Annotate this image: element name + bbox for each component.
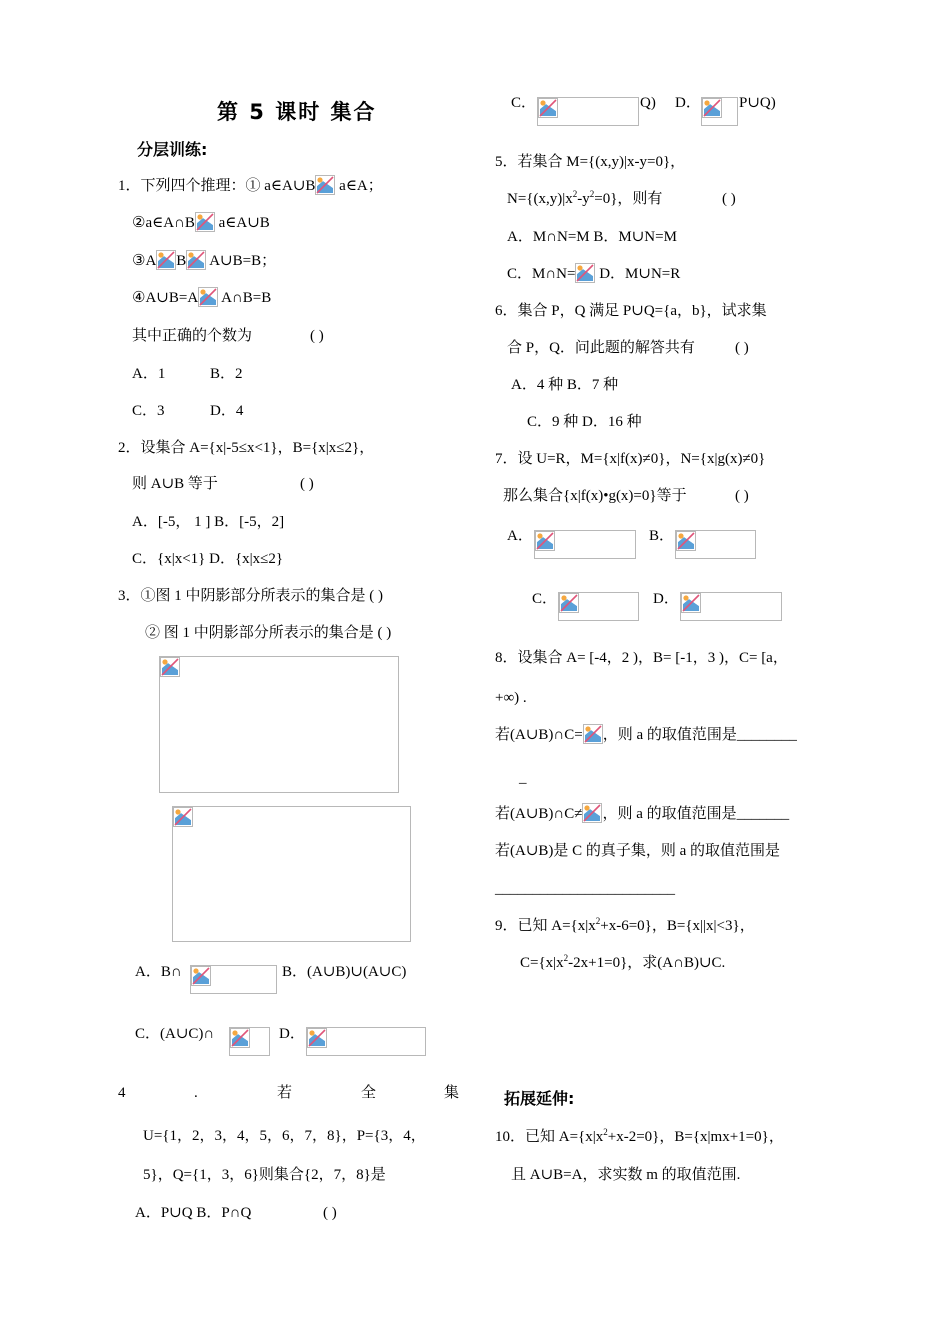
q4-char-3: 集 — [444, 1085, 460, 1101]
q2-options-row2: C．{x|x<1} D．{x|x≤2} — [132, 551, 284, 567]
q6-options-row1: A．4 种 B．7 种 — [511, 377, 619, 393]
q8-line4: _ — [519, 770, 527, 786]
q4-number: 4 — [118, 1085, 126, 1101]
q8-line1: 8．设集合 A= [-4，2 )，B= [-1，3 )，C= [a， — [495, 650, 788, 666]
q7-option-d-image — [680, 592, 782, 621]
q6-line1: 6．集合 P，Q 满足 P∪Q={a，b}，试求集 — [495, 303, 767, 319]
q5-line1: 5．若集合 M={(x,y)|x-y=0}， — [495, 154, 686, 170]
broken-image-icon — [186, 250, 206, 270]
broken-image-icon — [173, 807, 193, 827]
q3-option-b: B．(A∪B)∪(A∪C) — [282, 964, 407, 980]
q3-line2: ② 图 1 中阴影部分所表示的集合是 ( ) — [145, 625, 392, 641]
q5-line2: $N=\{(x,y)|x^2-y^2=0\}$，则有 — [507, 189, 663, 207]
q4-option-c-image — [537, 97, 639, 126]
broken-image-icon — [156, 250, 176, 270]
q8-line3: 若(A∪B)∩C= ，则 a 的取值范围是________ — [495, 724, 797, 745]
q6-answer-paren: ( ) — [735, 340, 749, 356]
q4-option-c: C． — [511, 95, 537, 111]
broken-image-icon — [195, 212, 215, 232]
broken-image-icon — [315, 175, 335, 195]
broken-image-icon — [702, 98, 722, 118]
q5-answer-paren: ( ) — [722, 191, 736, 207]
broken-image-icon — [230, 1028, 250, 1048]
q3-option-d-image — [306, 1027, 426, 1056]
q7-option-c: C． — [532, 591, 558, 607]
q4-char-2: 全 — [361, 1085, 377, 1101]
broken-image-icon — [538, 98, 558, 118]
q2-answer-paren: ( ) — [300, 476, 314, 492]
q4-option-c-tail: Q) — [640, 95, 656, 111]
q3-line1: 3．①图 1 中阴影部分所表示的集合是 ( ) — [118, 588, 383, 604]
q7-option-c-image — [558, 592, 639, 621]
q1-option-a: A．1 — [132, 366, 166, 382]
q4-option-d-tail: P∪Q) — [739, 95, 776, 111]
q1-option-c: C．3 — [132, 403, 165, 419]
q8-line2: +∞) . — [495, 690, 527, 706]
q4-answer-paren: ( ) — [323, 1205, 337, 1221]
q7-option-a-image — [534, 530, 636, 559]
broken-image-icon — [559, 593, 579, 613]
broken-image-icon — [676, 531, 696, 551]
q7-answer-paren: ( ) — [735, 488, 749, 504]
q4-line3: 5}，Q={1，3，6}则集合{2，7，8}是 — [143, 1167, 386, 1183]
q7-option-b: B． — [649, 528, 675, 544]
q7-option-d: D． — [653, 591, 679, 607]
q3-option-d: D． — [279, 1026, 305, 1042]
q10-line2: 且 A∪B=A，求实数 m 的取值范围. — [511, 1167, 741, 1183]
broken-image-icon — [575, 263, 595, 283]
broken-image-icon — [160, 657, 180, 677]
q4-dot: . — [194, 1085, 198, 1101]
page-title: 第 5 课时 集合 — [217, 100, 377, 124]
section-heading-extension: 拓展延伸: — [504, 1089, 575, 1108]
q2-line1: 2．设集合 A={x|-5≤x<1}，B={x|x≤2}， — [118, 440, 375, 456]
q6-line2: 合 P，Q．问此题的解答共有 — [507, 340, 695, 356]
q7-option-b-image — [675, 530, 756, 559]
q8-line7: ________________________ — [495, 881, 675, 897]
q7-line2: 那么集合{x|f(x)•g(x)=0}等于 — [503, 488, 687, 504]
broken-image-icon — [191, 966, 211, 986]
broken-image-icon — [535, 531, 555, 551]
q3-option-c: C．(A∪C)∩ — [135, 1026, 215, 1042]
q3-option-a-image — [190, 965, 277, 994]
q3-option-a: A．B∩ — [135, 964, 182, 980]
broken-image-icon — [307, 1028, 327, 1048]
broken-image-icon — [582, 803, 602, 823]
q3-option-c-image — [229, 1027, 270, 1056]
q7-option-a: A． — [507, 528, 533, 544]
q1-line1: 1．下列四个推理：① a∈A∪B a∈A； — [118, 175, 383, 196]
q4-option-d-image — [701, 97, 738, 126]
q1-option-b: B．2 — [210, 366, 243, 382]
q5-options-row1: A．M∩N=M B．M∪N=M — [507, 229, 677, 245]
q2-line2: 则 A∪B 等于 — [132, 476, 218, 492]
q4-char-1: 若 — [277, 1085, 293, 1101]
q8-line6: 若(A∪B)是 C 的真子集，则 a 的取值范围是 — [495, 843, 781, 859]
q4-line2: U={1，2，3，4，5，6，7，8}，P={3，4， — [143, 1128, 426, 1144]
broken-image-icon — [583, 724, 603, 744]
q1-option-d: D．4 — [210, 403, 244, 419]
broken-image-icon — [681, 593, 701, 613]
q1-line3: ③A B A∪B=B； — [132, 250, 276, 271]
q5-options-row2: C．M∩N= D．M∪N=R — [507, 263, 680, 284]
q9-line2: $C=\{x|x^2-2x+1=0\}$，求(A∩B)∪C. — [520, 953, 726, 971]
q7-line1: 7．设 U=R，M={x|f(x)≠0}，N={x|g(x)≠0} — [495, 451, 766, 467]
broken-image-icon — [198, 287, 218, 307]
figure-placeholder-1 — [159, 656, 399, 793]
section-heading-training: 分层训练: — [137, 140, 208, 159]
q1-answer-paren: ( ) — [310, 328, 324, 344]
q10-line1: 10．已知 $A=\{x|x^2+x-2=0\}$，B={x|mx+1=0}， — [495, 1127, 784, 1145]
q2-options-row1: A．[-5， 1 ] B．[-5，2] — [132, 514, 285, 530]
q1-line2: ②a∈A∩B a∈A∪B — [132, 212, 270, 233]
q4-options-ab: A．P∪Q B．P∩Q — [135, 1205, 252, 1221]
q1-stem: 其中正确的个数为 — [132, 328, 253, 344]
q8-line5: 若(A∪B)∩C≠ ，则 a 的取值范围是_______ — [495, 803, 789, 824]
q4-option-d: D． — [675, 95, 701, 111]
q1-line4: ④A∪B=A A∩B=B — [132, 287, 271, 308]
q6-options-row2: C．9 种 D．16 种 — [527, 414, 642, 430]
figure-placeholder-2 — [172, 806, 411, 942]
q9-line1: 9．已知 $A=\{x|x^2+x-6=0\}$，B={x||x|<3}， — [495, 916, 755, 934]
